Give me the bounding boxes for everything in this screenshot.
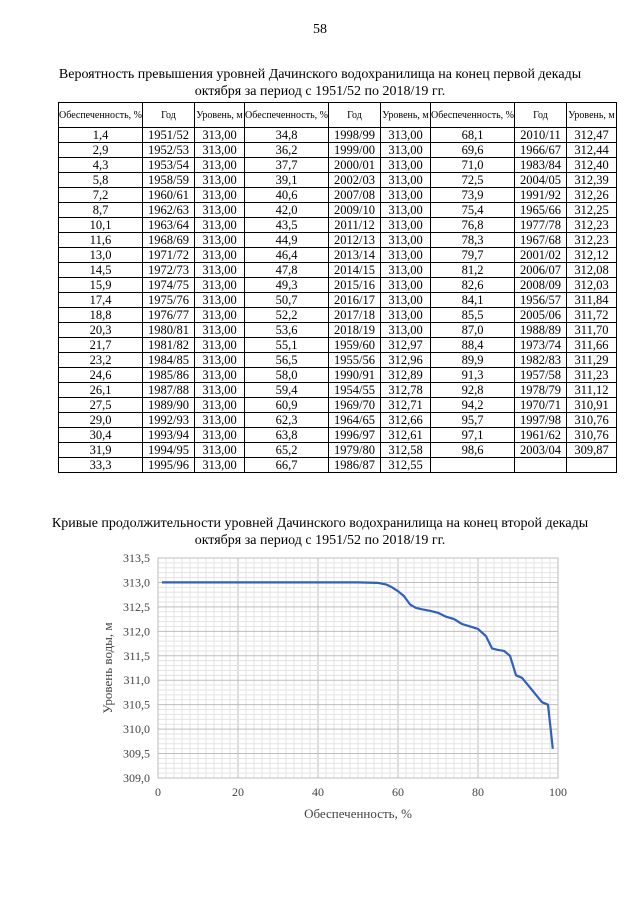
table-cell: 1969/70 <box>329 398 381 413</box>
y-tick-label: 312,5 <box>123 599 150 614</box>
table-cell: 62,3 <box>245 413 329 428</box>
table-cell: 1965/66 <box>515 203 567 218</box>
table-cell: 1975/76 <box>143 293 195 308</box>
table-cell: 2000/01 <box>329 158 381 173</box>
table-row <box>59 263 617 278</box>
table-cell: 1979/80 <box>329 443 381 458</box>
table-cell: 39,1 <box>245 173 329 188</box>
table-cell: 313,00 <box>195 428 245 443</box>
y-tick-label: 312,0 <box>123 624 150 639</box>
table-cell: 313,00 <box>195 143 245 158</box>
table-cell: 1993/94 <box>143 428 195 443</box>
table-cell: 312,96 <box>381 353 431 368</box>
table-cell: 82,6 <box>431 278 515 293</box>
table-row <box>59 458 617 473</box>
table-cell: 313,00 <box>381 218 431 233</box>
table-cell: 2015/16 <box>329 278 381 293</box>
table-cell: 312,61 <box>381 428 431 443</box>
table-cell: 1991/92 <box>515 188 567 203</box>
x-tick-label: 40 <box>312 785 324 799</box>
table-cell: 312,71 <box>381 398 431 413</box>
table-cell: 313,00 <box>381 278 431 293</box>
y-tick-label: 309,0 <box>123 771 150 785</box>
table-cell: 76,8 <box>431 218 515 233</box>
table-cell: 21,7 <box>59 338 143 353</box>
table-cell: 1989/90 <box>143 398 195 413</box>
table-cell: 1970/71 <box>515 398 567 413</box>
table-row <box>59 233 617 248</box>
table-cell: 95,7 <box>431 413 515 428</box>
table-cell: 1981/82 <box>143 338 195 353</box>
table-cell: 311,23 <box>567 368 617 383</box>
table-cell: 312,08 <box>567 263 617 278</box>
table-cell: 1952/53 <box>143 143 195 158</box>
table-cell: 313,00 <box>381 188 431 203</box>
table-cell: 2012/13 <box>329 233 381 248</box>
table-cell: 56,5 <box>245 353 329 368</box>
table-row <box>59 398 617 413</box>
table-cell: 98,6 <box>431 443 515 458</box>
table-cell: 1997/98 <box>515 413 567 428</box>
table-cell: 313,00 <box>195 173 245 188</box>
table-cell: 69,6 <box>431 143 515 158</box>
table-cell: 49,3 <box>245 278 329 293</box>
table-cell: 2014/15 <box>329 263 381 278</box>
header-cell: Обеспеченность, % <box>431 103 515 128</box>
table-cell: 313,00 <box>195 248 245 263</box>
table-cell: 311,84 <box>567 293 617 308</box>
y-tick-label: 313,5 <box>123 551 150 565</box>
table-cell: 89,9 <box>431 353 515 368</box>
table-cell: 312,23 <box>567 218 617 233</box>
table-cell: 313,00 <box>381 143 431 158</box>
table-cell: 313,00 <box>381 203 431 218</box>
table-cell: 310,91 <box>567 398 617 413</box>
table-cell: 313,00 <box>381 323 431 338</box>
x-tick-label: 60 <box>392 785 404 799</box>
table-cell: 312,23 <box>567 233 617 248</box>
table-row <box>59 128 617 143</box>
table-cell: 79,7 <box>431 248 515 263</box>
table-cell: 1953/54 <box>143 158 195 173</box>
table-cell: 30,4 <box>59 428 143 443</box>
table-cell: 23,2 <box>59 353 143 368</box>
table-cell: 20,3 <box>59 323 143 338</box>
table-cell: 1963/64 <box>143 218 195 233</box>
table-cell <box>567 458 617 473</box>
table-cell: 1996/97 <box>329 428 381 443</box>
table-cell: 92,8 <box>431 383 515 398</box>
table-cell: 313,00 <box>195 458 245 473</box>
table-cell: 311,70 <box>567 323 617 338</box>
table-cell: 1967/68 <box>515 233 567 248</box>
table-cell: 310,76 <box>567 413 617 428</box>
table-cell: 8,7 <box>59 203 143 218</box>
table-cell: 1995/96 <box>143 458 195 473</box>
table-cell: 2013/14 <box>329 248 381 263</box>
table-row <box>59 188 617 203</box>
table-cell: 311,66 <box>567 338 617 353</box>
table-row <box>59 353 617 368</box>
table-cell: 2009/10 <box>329 203 381 218</box>
probability-table <box>58 102 617 473</box>
table-cell: 2004/05 <box>515 173 567 188</box>
table-cell: 313,00 <box>195 293 245 308</box>
table-row <box>59 383 617 398</box>
table-cell: 1955/56 <box>329 353 381 368</box>
table-cell: 2010/11 <box>515 128 567 143</box>
table-cell: 2,9 <box>59 143 143 158</box>
table-cell: 312,26 <box>567 188 617 203</box>
table-cell: 1974/75 <box>143 278 195 293</box>
table-cell: 33,3 <box>59 458 143 473</box>
table-cell: 313,00 <box>195 353 245 368</box>
table-cell: 15,9 <box>59 278 143 293</box>
table-cell: 1964/65 <box>329 413 381 428</box>
table-cell: 312,47 <box>567 128 617 143</box>
table-cell: 84,1 <box>431 293 515 308</box>
table-cell: 60,9 <box>245 398 329 413</box>
table-cell: 24,6 <box>59 368 143 383</box>
table-cell: 1986/87 <box>329 458 381 473</box>
table-row <box>59 323 617 338</box>
table-row <box>59 308 617 323</box>
table-cell: 17,4 <box>59 293 143 308</box>
table-cell: 11,6 <box>59 233 143 248</box>
header-cell: Обеспеченность, % <box>245 103 329 128</box>
table-cell: 313,00 <box>195 233 245 248</box>
table-cell: 313,00 <box>195 368 245 383</box>
table-cell: 55,1 <box>245 338 329 353</box>
table-cell: 2017/18 <box>329 308 381 323</box>
table-cell: 1956/57 <box>515 293 567 308</box>
table-cell: 1985/86 <box>143 368 195 383</box>
table-cell: 75,4 <box>431 203 515 218</box>
table-cell: 312,58 <box>381 443 431 458</box>
table-cell: 313,00 <box>381 248 431 263</box>
table-cell: 1954/55 <box>329 383 381 398</box>
table-cell: 46,4 <box>245 248 329 263</box>
table-cell: 313,00 <box>195 203 245 218</box>
table-cell: 1951/52 <box>143 128 195 143</box>
y-tick-label: 313,0 <box>123 575 150 590</box>
table-cell: 312,55 <box>381 458 431 473</box>
table-cell: 2008/09 <box>515 278 567 293</box>
table-cell: 1968/69 <box>143 233 195 248</box>
y-axis-label: Уровень воды, м <box>100 622 115 714</box>
table-cell: 18,8 <box>59 308 143 323</box>
table-cell: 58,0 <box>245 368 329 383</box>
x-tick-label: 0 <box>155 785 161 799</box>
table-cell: 10,1 <box>59 218 143 233</box>
table-cell: 14,5 <box>59 263 143 278</box>
table-cell: 313,00 <box>195 398 245 413</box>
table-cell: 1958/59 <box>143 173 195 188</box>
table-cell <box>431 458 515 473</box>
y-tick-label: 311,0 <box>123 673 150 688</box>
table-cell: 2011/12 <box>329 218 381 233</box>
y-tick-label: 311,5 <box>123 648 150 663</box>
table-row <box>59 203 617 218</box>
table-cell: 2007/08 <box>329 188 381 203</box>
table-cell: 312,66 <box>381 413 431 428</box>
table-cell: 313,00 <box>381 158 431 173</box>
table-cell: 1962/63 <box>143 203 195 218</box>
table-cell: 313,00 <box>381 128 431 143</box>
table-cell: 34,8 <box>245 128 329 143</box>
table-cell: 1984/85 <box>143 353 195 368</box>
table-cell: 37,7 <box>245 158 329 173</box>
table-cell: 313,00 <box>195 158 245 173</box>
table-cell: 73,9 <box>431 188 515 203</box>
table-cell: 2005/06 <box>515 308 567 323</box>
table-cell: 1980/81 <box>143 323 195 338</box>
table-cell: 312,25 <box>567 203 617 218</box>
table-cell: 26,1 <box>59 383 143 398</box>
table-row <box>59 443 617 458</box>
x-tick-label: 80 <box>472 785 484 799</box>
table-cell: 313,00 <box>195 383 245 398</box>
table-cell: 312,78 <box>381 383 431 398</box>
table-cell: 13,0 <box>59 248 143 263</box>
table-cell: 87,0 <box>431 323 515 338</box>
table-cell: 311,29 <box>567 353 617 368</box>
table-cell: 313,00 <box>195 278 245 293</box>
table-row <box>59 143 617 158</box>
table-cell: 313,00 <box>195 128 245 143</box>
table-cell: 53,6 <box>245 323 329 338</box>
table-cell: 313,00 <box>195 263 245 278</box>
table-cell: 313,00 <box>195 218 245 233</box>
table-cell: 312,39 <box>567 173 617 188</box>
table-cell: 72,5 <box>431 173 515 188</box>
table-cell: 91,3 <box>431 368 515 383</box>
header-cell: Обеспеченность, % <box>59 103 143 128</box>
table-cell: 1972/73 <box>143 263 195 278</box>
duration-curve-chart <box>90 548 580 828</box>
header-cell: Год <box>329 103 381 128</box>
table-cell: 52,2 <box>245 308 329 323</box>
header-cell: Уровень, м <box>567 103 617 128</box>
table-cell: 59,4 <box>245 383 329 398</box>
table-row <box>59 293 617 308</box>
table-cell: 312,40 <box>567 158 617 173</box>
table-cell: 313,00 <box>381 173 431 188</box>
y-tick-label: 310,5 <box>123 697 150 712</box>
table-cell: 42,0 <box>245 203 329 218</box>
table-cell: 312,97 <box>381 338 431 353</box>
table-cell: 50,7 <box>245 293 329 308</box>
table-cell: 313,00 <box>195 413 245 428</box>
table-cell: 63,8 <box>245 428 329 443</box>
table-cell: 68,1 <box>431 128 515 143</box>
table-cell: 312,03 <box>567 278 617 293</box>
table-cell: 36,2 <box>245 143 329 158</box>
table-cell: 44,9 <box>245 233 329 248</box>
table-cell: 1957/58 <box>515 368 567 383</box>
table-cell: 312,89 <box>381 368 431 383</box>
table-cell: 2002/03 <box>329 173 381 188</box>
header-cell: Год <box>143 103 195 128</box>
table-cell: 313,00 <box>195 443 245 458</box>
table-header-row <box>59 103 617 128</box>
table-row <box>59 413 617 428</box>
header-cell: Уровень, м <box>381 103 431 128</box>
table-cell: 312,44 <box>567 143 617 158</box>
table-cell: 27,5 <box>59 398 143 413</box>
table-row <box>59 248 617 263</box>
y-tick-label: 309,5 <box>123 746 150 761</box>
table-cell <box>515 458 567 473</box>
table-cell: 2016/17 <box>329 293 381 308</box>
table-row <box>59 173 617 188</box>
page-number: 58 <box>313 22 327 37</box>
table-row <box>59 368 617 383</box>
table-cell: 1977/78 <box>515 218 567 233</box>
table-cell: 2006/07 <box>515 263 567 278</box>
table-cell: 66,7 <box>245 458 329 473</box>
table-cell: 81,2 <box>431 263 515 278</box>
y-tick-label: 310,0 <box>123 722 150 737</box>
table-cell: 1983/84 <box>515 158 567 173</box>
table-cell: 313,00 <box>381 308 431 323</box>
table-cell: 4,3 <box>59 158 143 173</box>
table-cell: 78,3 <box>431 233 515 248</box>
table-cell: 1,4 <box>59 128 143 143</box>
table-row <box>59 218 617 233</box>
table-cell: 97,1 <box>431 428 515 443</box>
table-cell: 1961/62 <box>515 428 567 443</box>
table-cell: 1992/93 <box>143 413 195 428</box>
table-cell: 313,00 <box>381 293 431 308</box>
table-cell: 88,4 <box>431 338 515 353</box>
table-cell: 2018/19 <box>329 323 381 338</box>
table-cell: 1960/61 <box>143 188 195 203</box>
table-cell: 1959/60 <box>329 338 381 353</box>
table-cell: 313,00 <box>195 188 245 203</box>
table-cell: 311,72 <box>567 308 617 323</box>
table-cell: 313,00 <box>381 233 431 248</box>
table-title: Вероятность превышения уровней Дачинского водохранилища на конец первой декады октября за период с 1951/52 по 2018/19 гг. <box>58 67 582 99</box>
table-cell: 311,12 <box>567 383 617 398</box>
table-cell: 94,2 <box>431 398 515 413</box>
table-cell: 47,8 <box>245 263 329 278</box>
table-cell: 309,87 <box>567 443 617 458</box>
table-cell: 1966/67 <box>515 143 567 158</box>
table-cell: 1998/99 <box>329 128 381 143</box>
table-cell: 71,0 <box>431 158 515 173</box>
table-row <box>59 158 617 173</box>
table-cell: 2001/02 <box>515 248 567 263</box>
x-tick-label: 100 <box>549 785 567 799</box>
table-cell: 7,2 <box>59 188 143 203</box>
table-cell: 1994/95 <box>143 443 195 458</box>
table-cell: 65,2 <box>245 443 329 458</box>
table-cell: 43,5 <box>245 218 329 233</box>
table-cell: 1999/00 <box>329 143 381 158</box>
table-cell: 2003/04 <box>515 443 567 458</box>
header-cell: Уровень, м <box>195 103 245 128</box>
table-cell: 313,00 <box>195 308 245 323</box>
table-cell: 1988/89 <box>515 323 567 338</box>
table-cell: 312,12 <box>567 248 617 263</box>
table-cell: 313,00 <box>381 263 431 278</box>
table-body <box>59 128 617 473</box>
table-cell: 1971/72 <box>143 248 195 263</box>
table-cell: 5,8 <box>59 173 143 188</box>
table-cell: 1982/83 <box>515 353 567 368</box>
table-cell: 85,5 <box>431 308 515 323</box>
table-cell: 313,00 <box>195 323 245 338</box>
table-cell: 40,6 <box>245 188 329 203</box>
table-cell: 1978/79 <box>515 383 567 398</box>
x-tick-label: 20 <box>232 785 244 799</box>
header-cell: Год <box>515 103 567 128</box>
table-row <box>59 338 617 353</box>
table-cell: 1973/74 <box>515 338 567 353</box>
table-row <box>59 428 617 443</box>
table-cell: 1990/91 <box>329 368 381 383</box>
table-cell: 1976/77 <box>143 308 195 323</box>
chart-title: Кривые продолжительности уровней Дачинского водохранилища на конец второй декады октября за период с 1951/52 по 2018/19 гг. <box>51 516 589 548</box>
x-axis-label: Обеспеченность, % <box>304 806 412 821</box>
table-cell: 31,9 <box>59 443 143 458</box>
table-cell: 29,0 <box>59 413 143 428</box>
table-cell: 313,00 <box>195 338 245 353</box>
table-row <box>59 278 617 293</box>
table-cell: 310,76 <box>567 428 617 443</box>
table-cell: 1987/88 <box>143 383 195 398</box>
